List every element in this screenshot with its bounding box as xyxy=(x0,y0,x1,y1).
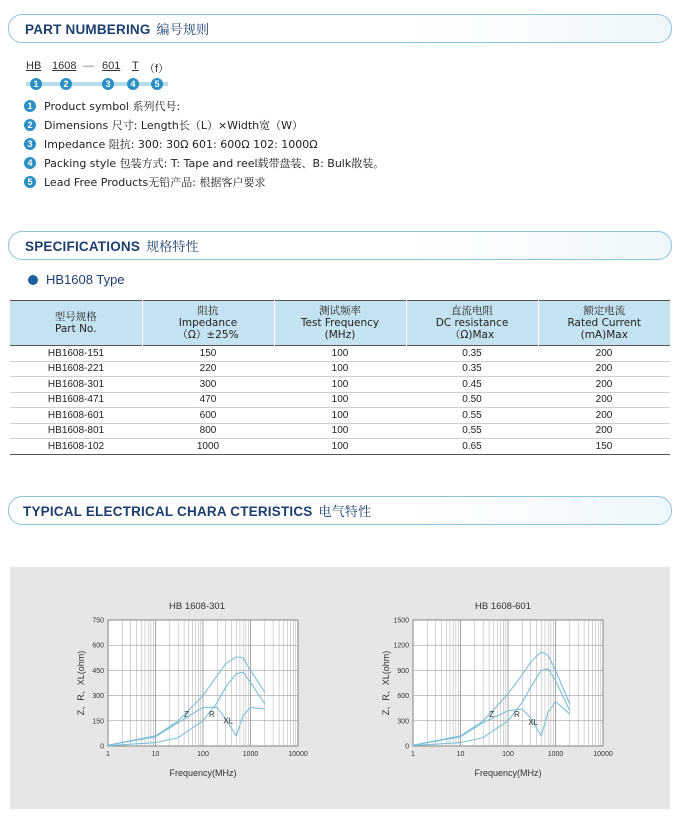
list-item xyxy=(24,117,624,135)
y-tick-label: 600 xyxy=(92,642,104,650)
table-cell: 100 xyxy=(274,423,406,439)
x-tick-label: 1000 xyxy=(242,751,259,758)
marker-3: 3 xyxy=(102,78,114,90)
marker-2: 2 xyxy=(24,119,36,131)
table-cell: 0.35 xyxy=(406,346,538,362)
series-label-xl: XL xyxy=(528,718,539,728)
table-cell: 1000 xyxy=(142,439,274,455)
numbering-item-text: Impedance 阻抗: 300: 30Ω 601: 600Ω 102: 1000Ω xyxy=(44,138,318,151)
part-code-dash: — xyxy=(83,60,94,72)
table-cell: HB1608-471 xyxy=(10,392,142,408)
chart-panel xyxy=(10,567,670,809)
table-cell: 0.45 xyxy=(406,377,538,393)
x-tick-label: 10000 xyxy=(288,751,308,758)
typical-characteristics-title: TYPICAL ELECTRICAL CHARA CTERISTICS 电气特性 xyxy=(23,504,372,520)
table-cell: 100 xyxy=(274,377,406,393)
numbering-item-text: Product symbol 系列代号: xyxy=(44,100,181,113)
list-item xyxy=(24,136,624,154)
table-cell: 100 xyxy=(274,392,406,408)
column-header-impedance: 阻抗 Impedance （Ω）±25% xyxy=(142,301,274,346)
table-cell: 150 xyxy=(538,439,670,455)
table-cell: HB1608-102 xyxy=(10,439,142,455)
table-cell: 100 xyxy=(274,346,406,362)
part-code-bar xyxy=(26,82,168,86)
marker-4: 4 xyxy=(24,157,36,169)
table-cell: HB1608-601 xyxy=(10,408,142,424)
table-cell: HB1608-221 xyxy=(10,361,142,377)
spec-table xyxy=(10,300,670,455)
y-tick-label: 600 xyxy=(397,693,409,701)
table-row xyxy=(10,392,670,408)
table-header-row xyxy=(10,301,670,346)
x-tick-label: 10 xyxy=(151,751,160,758)
table-cell: 0.55 xyxy=(406,408,538,424)
part-numbering-title: PART NUMBERING 编号规则 xyxy=(25,22,210,38)
list-item xyxy=(24,174,624,192)
impedance-chart-301 xyxy=(60,612,320,787)
table-cell: 0.55 xyxy=(406,423,538,439)
y-tick-label: 450 xyxy=(92,667,104,675)
column-header-test-frequency: 测试频率 Test Frequency (MHz) xyxy=(274,301,406,346)
table-cell: HB1608-151 xyxy=(10,346,142,362)
table-cell: 0.65 xyxy=(406,439,538,455)
impedance-chart-601 xyxy=(365,612,625,787)
numbering-item-text: Lead Free Products无铅产品: 根据客户要求 xyxy=(44,176,266,189)
table-cell: 600 xyxy=(142,408,274,424)
marker-4: 4 xyxy=(127,78,139,90)
y-tick-label: 300 xyxy=(397,718,409,726)
y-tick-label: 900 xyxy=(397,667,409,675)
table-cell: 200 xyxy=(538,392,670,408)
table-row xyxy=(10,408,670,424)
part-code-packing: T xyxy=(132,60,139,72)
y-tick-label: 300 xyxy=(92,693,104,701)
column-header-dc-resistance: 直流电阻 DC resistance （Ω)Max xyxy=(406,301,538,346)
y-axis-label: Z、R、XL(ohm) xyxy=(76,650,86,716)
table-row xyxy=(10,423,670,439)
table-row xyxy=(10,439,670,455)
x-tick-label: 10 xyxy=(456,751,465,758)
marker-1: 1 xyxy=(24,100,36,112)
x-tick-label: 1000 xyxy=(547,751,564,758)
x-tick-label: 1 xyxy=(106,751,110,758)
y-tick-label: 0 xyxy=(405,743,409,751)
part-code-impedance: 601 xyxy=(102,60,121,72)
marker-3: 3 xyxy=(24,138,36,150)
typical-characteristics-header xyxy=(8,496,672,525)
numbering-item-text: Packing style 包装方式: T: Tape and reel载带盘装、B: Bulk散装。 xyxy=(44,157,385,170)
x-axis-label: Frequency(MHz) xyxy=(169,768,237,778)
x-tick-label: 100 xyxy=(502,751,514,758)
y-tick-label: 0 xyxy=(100,743,104,751)
marker-5: 5 xyxy=(24,176,36,188)
table-cell: 200 xyxy=(538,361,670,377)
part-code-dimension: 1608 xyxy=(52,60,77,72)
x-axis-label: Frequency(MHz) xyxy=(474,768,542,778)
marker-1: 1 xyxy=(30,78,42,90)
table-cell: HB1608-801 xyxy=(10,423,142,439)
list-item xyxy=(24,155,624,173)
x-tick-label: 100 xyxy=(197,751,209,758)
table-row xyxy=(10,377,670,393)
table-cell: 220 xyxy=(142,361,274,377)
y-tick-label: 1200 xyxy=(393,642,409,650)
specifications-title: SPECIFICATIONS 规格特性 xyxy=(25,239,199,255)
table-cell: 100 xyxy=(274,439,406,455)
series-label-xl: XL xyxy=(223,716,234,726)
y-tick-label: 150 xyxy=(92,718,104,726)
table-cell: 800 xyxy=(142,423,274,439)
table-cell: 300 xyxy=(142,377,274,393)
y-tick-label: 750 xyxy=(92,617,104,625)
table-cell: 470 xyxy=(142,392,274,408)
chart-title-left: HB 1608-301 xyxy=(169,601,225,612)
table-cell: 0.35 xyxy=(406,361,538,377)
spec-type-label: HB1608 Type xyxy=(46,272,125,287)
specifications-header xyxy=(8,231,672,260)
series-label-z: Z xyxy=(184,709,190,719)
part-code-leadfree: （f） xyxy=(144,63,170,75)
marker-5: 5 xyxy=(151,78,163,90)
table-cell: 100 xyxy=(274,361,406,377)
column-header-part-no: 型号规格 Part No. xyxy=(10,301,142,346)
table-row xyxy=(10,361,670,377)
series-label-z: Z xyxy=(489,709,495,719)
spec-type-heading xyxy=(28,272,125,287)
table-cell: 0.50 xyxy=(406,392,538,408)
y-tick-label: 1500 xyxy=(393,617,409,625)
table-cell: HB1608-301 xyxy=(10,377,142,393)
table-row xyxy=(10,346,670,362)
part-code-series: HB xyxy=(26,60,42,72)
column-header-rated-current: 额定电流 Rated Current (mA)Max xyxy=(538,301,670,346)
series-label-r: R xyxy=(514,709,520,719)
table-cell: 200 xyxy=(538,377,670,393)
table-cell: 150 xyxy=(142,346,274,362)
part-numbering-header xyxy=(8,14,672,43)
x-tick-label: 1 xyxy=(411,751,415,758)
numbering-item-text: Dimensions 尺寸: Length长（L）×Width宽（W） xyxy=(44,119,304,132)
table-cell: 200 xyxy=(538,423,670,439)
table-cell: 200 xyxy=(538,346,670,362)
x-tick-label: 10000 xyxy=(593,751,613,758)
table-cell: 100 xyxy=(274,408,406,424)
table-cell: 200 xyxy=(538,408,670,424)
bullet-dot-icon xyxy=(28,275,38,285)
y-axis-label: Z、R、XL(ohm) xyxy=(381,650,391,716)
list-item xyxy=(24,98,624,116)
marker-2: 2 xyxy=(60,78,72,90)
series-label-r: R xyxy=(209,709,215,719)
chart-title-right: HB 1608-601 xyxy=(475,601,531,612)
